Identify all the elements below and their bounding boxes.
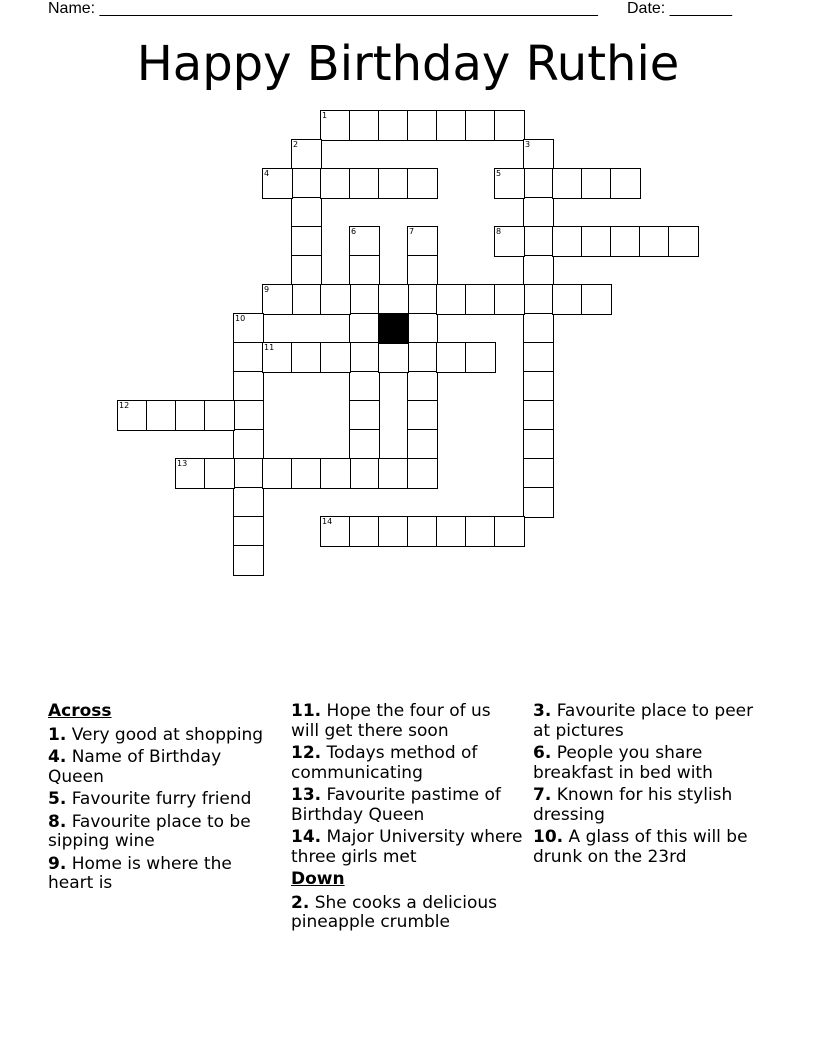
grid-cell[interactable] <box>407 255 438 286</box>
grid-cell[interactable] <box>581 226 612 257</box>
grid-cell[interactable] <box>465 342 496 373</box>
name-field[interactable]: Name: ________________________________________________________ <box>48 0 598 17</box>
clue-column-2 <box>291 702 523 936</box>
grid-cell[interactable] <box>378 284 409 315</box>
grid-cell[interactable] <box>610 226 641 257</box>
clue-across-11: 11. Hope the four of us will get there soon <box>291 701 491 741</box>
grid-cell[interactable] <box>523 139 554 170</box>
grid-cell[interactable] <box>349 429 380 460</box>
grid-cell[interactable] <box>523 429 554 460</box>
grid-cell[interactable] <box>610 168 641 199</box>
grid-cell[interactable] <box>233 371 264 402</box>
grid-cell[interactable] <box>320 110 351 141</box>
clue-across-9: 9. Home is where the heart is <box>48 853 232 893</box>
grid-cell[interactable] <box>291 139 322 170</box>
grid-cell[interactable] <box>233 342 264 373</box>
grid-cell[interactable] <box>523 284 554 315</box>
grid-cell[interactable] <box>291 255 322 286</box>
clue-across-1: 1. Very good at shopping <box>48 724 264 745</box>
grid-cell[interactable] <box>523 342 554 373</box>
clue-across-4: 4. Name of Birthday Queen <box>48 747 222 787</box>
cell-number: 8 <box>496 227 502 236</box>
grid-cell[interactable] <box>436 516 467 547</box>
grid-cell[interactable] <box>320 516 351 547</box>
grid-cell[interactable] <box>233 429 264 460</box>
grid-cell[interactable] <box>233 487 264 518</box>
clue-column-1 <box>48 702 280 897</box>
grid-cell[interactable] <box>175 458 206 489</box>
grid-cell[interactable] <box>523 226 554 257</box>
grid-cell[interactable] <box>233 545 264 576</box>
grid-cell[interactable] <box>581 168 612 199</box>
grid-cell[interactable] <box>552 168 583 199</box>
clue-column-3 <box>533 702 765 870</box>
cell-number: 4 <box>264 169 270 178</box>
grid-cell[interactable] <box>407 110 438 141</box>
grid-cell[interactable] <box>494 516 525 547</box>
cell-number: 3 <box>525 140 531 149</box>
grid-cell[interactable] <box>262 342 293 373</box>
clue-across-12: 12. Todays method of communicating <box>291 743 478 783</box>
grid-cell[interactable] <box>291 226 322 257</box>
grid-cell[interactable] <box>494 284 525 315</box>
grid-cell[interactable] <box>668 226 699 257</box>
grid-cell[interactable] <box>320 458 351 489</box>
clue-down-7: 7. Known for his stylish dressing <box>533 785 733 825</box>
cell-number: 12 <box>119 401 130 410</box>
cell-number: 10 <box>235 314 246 323</box>
grid-cell[interactable] <box>117 400 148 431</box>
grid-cell[interactable] <box>262 284 293 315</box>
grid-cell[interactable] <box>552 226 583 257</box>
grid-cell[interactable] <box>349 168 380 199</box>
grid-cell[interactable] <box>349 226 380 257</box>
grid-cell[interactable] <box>523 255 554 286</box>
date-field[interactable]: Date: _______ <box>627 0 732 17</box>
cell-number: 6 <box>351 227 357 236</box>
grid-cell[interactable] <box>523 487 554 518</box>
grid-cell[interactable] <box>349 255 380 286</box>
grid-cell[interactable] <box>378 168 409 199</box>
grid-cell[interactable] <box>233 400 264 431</box>
grid-cell[interactable] <box>204 458 235 489</box>
cell-number: 13 <box>177 459 188 468</box>
grid-cell[interactable] <box>494 168 525 199</box>
grid-cell[interactable] <box>581 284 612 315</box>
cell-number: 11 <box>264 343 275 352</box>
grid-cell[interactable] <box>407 429 438 460</box>
clue-across-8: 8. Favourite place to be sipping wine <box>48 811 251 851</box>
grid-cell[interactable] <box>639 226 670 257</box>
cell-number: 7 <box>409 227 415 236</box>
grid-cell[interactable] <box>175 400 206 431</box>
clue-down-3: 3. Favourite place to peer at pictures <box>533 701 754 741</box>
clue-across-14: 14. Major University where three girls met <box>291 827 523 867</box>
grid-cell[interactable] <box>291 458 322 489</box>
grid-cell[interactable] <box>523 313 554 344</box>
grid-cell[interactable] <box>291 342 322 373</box>
black-cell <box>378 313 409 344</box>
grid-cell[interactable] <box>407 313 438 344</box>
grid-cell[interactable] <box>204 400 235 431</box>
grid-cell[interactable] <box>494 226 525 257</box>
grid-cell[interactable] <box>262 168 293 199</box>
grid-cell[interactable] <box>465 284 496 315</box>
grid-cell[interactable] <box>233 313 264 344</box>
grid-cell[interactable] <box>378 110 409 141</box>
grid-cell[interactable] <box>436 110 467 141</box>
cell-number: 2 <box>293 140 299 149</box>
grid-cell[interactable] <box>407 516 438 547</box>
grid-cell[interactable] <box>349 313 380 344</box>
grid-cell[interactable] <box>291 197 322 228</box>
puzzle-title: Happy Birthday Ruthie <box>136 36 680 92</box>
grid-cell[interactable] <box>349 516 380 547</box>
grid-cell[interactable] <box>407 284 438 315</box>
cell-number: 1 <box>322 111 328 120</box>
grid-cell[interactable] <box>320 284 351 315</box>
down-heading: Down <box>291 869 345 889</box>
grid-cell[interactable] <box>320 342 351 373</box>
grid-cell[interactable] <box>378 342 409 373</box>
grid-cell[interactable] <box>378 516 409 547</box>
grid-cell[interactable] <box>349 458 380 489</box>
grid-cell[interactable] <box>349 342 380 373</box>
grid-cell[interactable] <box>407 458 438 489</box>
grid-cell[interactable] <box>233 516 264 547</box>
grid-cell[interactable] <box>407 400 438 431</box>
grid-cell[interactable] <box>291 168 322 199</box>
grid-cell[interactable] <box>523 168 554 199</box>
grid-cell[interactable] <box>523 197 554 228</box>
grid-cell[interactable] <box>349 400 380 431</box>
grid-cell[interactable] <box>465 110 496 141</box>
grid-cell[interactable] <box>465 516 496 547</box>
grid-cell[interactable] <box>552 284 583 315</box>
grid-cell[interactable] <box>523 400 554 431</box>
across-heading: Across <box>48 701 112 721</box>
grid-cell[interactable] <box>523 371 554 402</box>
clue-across-13: 13. Favourite pastime of Birthday Queen <box>291 785 501 825</box>
clue-down-10: 10. A glass of this will be drunk on the 23rd <box>533 827 748 867</box>
grid-cell[interactable] <box>407 226 438 257</box>
cell-number: 5 <box>496 169 502 178</box>
grid-cell[interactable] <box>320 168 351 199</box>
grid-cell[interactable] <box>349 110 380 141</box>
clue-across-5: 5. Favourite furry friend <box>48 789 252 809</box>
grid-cell[interactable] <box>378 458 409 489</box>
clue-down-2: 2. She cooks a delicious pineapple crumble <box>291 892 498 932</box>
grid-cell[interactable] <box>262 458 293 489</box>
grid-cell[interactable] <box>494 110 525 141</box>
grid-cell[interactable] <box>436 342 467 373</box>
grid-cell[interactable] <box>407 371 438 402</box>
grid-cell[interactable] <box>233 458 264 489</box>
grid-cell[interactable] <box>146 400 177 431</box>
grid-cell[interactable] <box>407 168 438 199</box>
grid-cell[interactable] <box>436 284 467 315</box>
grid-cell[interactable] <box>349 284 380 315</box>
grid-cell[interactable] <box>349 371 380 402</box>
grid-cell[interactable] <box>291 284 322 315</box>
cell-number: 9 <box>264 285 270 294</box>
cell-number: 14 <box>322 517 333 526</box>
grid-cell[interactable] <box>523 458 554 489</box>
clue-down-6: 6. People you share breakfast in bed with <box>533 743 713 783</box>
grid-cell[interactable] <box>407 342 438 373</box>
